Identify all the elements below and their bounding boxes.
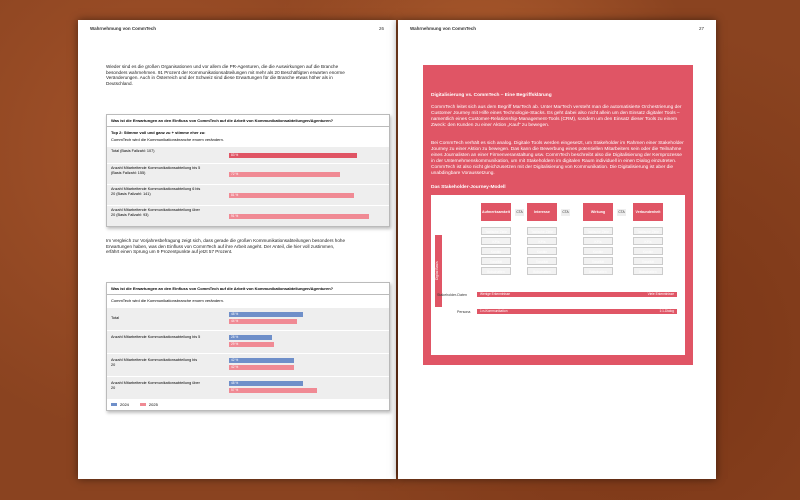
cell-tactical-goals: Taktische Ziele (481, 227, 511, 235)
cell-tactical-goals: Taktische Ziele (633, 227, 663, 235)
cell-kpis: KPIs (633, 237, 663, 245)
cell-kpis: KPIs (527, 237, 557, 245)
cell-tonality: Tonalität (583, 257, 613, 265)
legend-label-2024: 2024 (120, 402, 129, 407)
page-header: Wahrnehmung von CommTech (90, 26, 157, 31)
intro-text: Wieder sind es die großen Organisationen und vor allem die PR-Agenturen, die die Auswirkungen auf die Branche besonders wahrnehmen. 91 Prozent der Kommunikationsabteilungen mit mehr als 20 Beschäftigten erwarten enorme Veränderungen. Auch in Österreich und der Schweiz sind diese Erwartungen für die Branche etwas höher als in Deutschland. (106, 64, 345, 86)
cell-tactical-goals: Taktische Ziele (583, 227, 613, 235)
chart-1-row-label: Total (Basis Fallzahl: 107) (111, 149, 155, 153)
source-value: Erfolgsfaktor CommTech: Die digitale Transformation der Unternehmenskommunikation (455, 386, 617, 392)
chart-2-row (107, 330, 389, 353)
chart-2-legend (107, 399, 389, 410)
chart-2-subtitle: CommTech wird die Kommunikationsbranche enorm verändern. (111, 298, 224, 303)
sources-title: Zur Vertiefung: (431, 370, 461, 375)
cell-messages: Botschaften (481, 267, 511, 275)
chart-1-row (107, 163, 389, 184)
source-key: Fachbuch: (431, 392, 451, 398)
chart-2-bar-2024: 28 % (229, 335, 272, 340)
chart-2-row-label: Total (111, 316, 120, 320)
cta-marker: CTA (618, 210, 625, 214)
arrow-1-left: Wenige Erkenntnisse (480, 292, 511, 296)
chart-1-bar: 72 % (229, 172, 340, 177)
cell-tonality: Tonalität (633, 257, 663, 265)
chart-1-row-label: Anzahl Mitarbeitende Kommunikationsabteilung bis 5 (Basis Fallzahl: 155) (111, 166, 201, 175)
sources-footer: Quellen in den weiterführenden Leseti ps (431, 403, 508, 409)
source-value: Stakeholder Journey AG CommTech (455, 397, 523, 403)
chart-2-bar-2025: 44 % (229, 319, 297, 324)
chart-1-row-label: Anzahl Mitarbeitende Kommunikationsabteilung 6 bis 20 (Basis Fallzahl: 141) (111, 187, 201, 196)
legend-swatch-2025 (140, 403, 146, 406)
chart-2-bar-2024: 42 % (229, 358, 294, 363)
stage-loyalty: Verbundenheit (633, 203, 663, 221)
source-value: Mastering CommTech (455, 392, 496, 398)
chart-1 (106, 114, 390, 227)
source-value: The CCO as Pacesetter, Arthur Page Society (455, 381, 539, 387)
cell-tonality: Tonalität (527, 257, 557, 265)
cell-messages: Botschaften (633, 267, 663, 275)
chart-1-bar: 91 % (229, 214, 369, 219)
chart-1-row (107, 205, 389, 226)
chart-1-bar: 83 % (229, 153, 357, 158)
info-box-title: Digitalisierung vs. CommTech – Eine Begriffsklärung (431, 93, 552, 98)
sources (431, 370, 685, 409)
persona-label: Persona (457, 310, 471, 314)
chart-2-row-label: Anzahl Mitarbeitende Kommunikationsabteilung über 20 (111, 381, 200, 390)
cta-marker: CTA (516, 210, 523, 214)
page-header: Wahrnehmung von CommTech (410, 26, 477, 31)
cell-tonality: Tonalität (481, 257, 511, 265)
persona-arrow (477, 309, 677, 314)
chart-1-bar: 81 % (229, 193, 354, 198)
mid-text: Im Vergleich zur Vorjahresbefragung zeigt sich, dass gerade die großen Kommunikationsabteilungen besonders hohe Erwartungen haben, was den Einfluss von CommTech auf ihre Arbeit angeht. Der Anteil, die hier voll zustimmen, erfährt einen Sprung um 9 Prozentpunkte auf jetzt 57 Prozent. (106, 238, 346, 255)
cell-channels: Kanäle (481, 247, 511, 255)
cta-marker: CTA (562, 210, 569, 214)
left-page (78, 20, 396, 479)
arrow-2-right: 1:1-Dialog (659, 309, 674, 313)
chart-2-bar-2024: 48 % (229, 381, 303, 386)
page-number: 27 (698, 26, 704, 31)
chart-1-row-label: Anzahl Mitarbeitende Kommunikationsabteilung über 20 (Basis Fallzahl: 93) (111, 208, 200, 217)
cell-tactical-goals: Taktische Ziele (527, 227, 557, 235)
chart-2-row-label: Anzahl Mitarbeitende Kommunikationsabteilung bis 20 (111, 358, 198, 367)
chart-2 (106, 282, 390, 411)
chart-2-bar-2025: 57 % (229, 388, 317, 393)
chart-2-bar-2025: 42 % (229, 365, 294, 370)
cell-kpis: KPIs (583, 237, 613, 245)
cell-channels: Kanäle (527, 247, 557, 255)
arrow-2-left: 1:n-Kommunikation (480, 309, 508, 313)
legend-label-2025: 2025 (148, 402, 158, 407)
cell-channels: Kanäle (583, 247, 613, 255)
source-key: Studie: (431, 381, 445, 387)
page-number: 26 (378, 26, 384, 31)
chart-2-row-label: Anzahl Mitarbeitende Kommunikationsabteilung bis 5 (111, 335, 201, 339)
chart-2-bar-2024: 48 % (229, 312, 303, 317)
cell-channels: Kanäle (633, 247, 663, 255)
chart-2-bar-2025: 29 % (229, 342, 274, 347)
vertical-label: Digital Basis (435, 235, 442, 307)
stakeholder-data-label: Stakeholder-Daten (437, 293, 467, 297)
info-box-para-2: Bei CommTech verhält es sich analog. Digitale Tools werden eingesetzt, um Stakeholder im Rahmen einer Stakeholder Journey zu einer Aktion zu bewegen. Das kann die Bewerbung eines potentiellen Mitarbeiters sein oder die Teilnahme eines Journalisten an einer Firmenveranstaltung usw. CommTech beschreibt also die Digitalisierung der Kernprozesse in der Unternehmenskommunikation, um mit Stakeholdern im digitalen Raum individuell in einen Dialog einzutreten. CommTech ist also nicht gleichzusetzen mit der Digitalisierung von Kommunikation. Die Digitalisierung ist aber die unabdingbare Voraussetzung. (431, 141, 684, 176)
stage-awareness: Aufmerksamkeit (481, 203, 511, 221)
legend-swatch-2024 (111, 403, 117, 406)
chart-1-subtitle: Top 2: Stimme voll und ganz zu + stimme eher zu: (111, 130, 206, 135)
chart-1-subtitle-2: CommTech wird die Kommunikationsbranche enorm verändern. (111, 137, 224, 142)
cell-messages: Botschaften (583, 267, 613, 275)
right-page (398, 20, 716, 479)
chart-2-row (107, 353, 389, 376)
chart-1-row (107, 184, 389, 205)
source-key: Fachbuch: (431, 386, 451, 392)
info-box-para-1: CommTech leitet sich aus dem Begriff MarTech ab. Unter MarTech versteht man die automatisierte Orchestrierung der Customer Journey mit Hilfe eines Technologie-Stacks. Es geht dabei also nicht allein um den Einsatz digitaler Tools – namentlich eines Customer-Relationship-Management-Tools (CRM), sondern um den Einsatz dieser Tools zu einem Zweck: den Kunden zu einer Aktion „Kauf“ zu bewegen. (431, 105, 682, 128)
source-key: Tutorial: (431, 375, 446, 381)
arrow-1-right: Viele Erkenntnisse (647, 292, 674, 296)
info-box (423, 65, 693, 409)
chart-2-row (107, 307, 389, 330)
stage-effect: Wirkung (583, 203, 613, 221)
stakeholder-journey-diagram (431, 195, 685, 355)
chart-2-row (107, 376, 389, 399)
diagram-title: Das Stakeholder-Journey-Modell (431, 185, 506, 190)
source-key: Whitepaper: (431, 397, 454, 403)
chart-1-question: Was ist die Erwartungen an den Einfluss von CommTech auf die Arbeit von Kommunikationsabteilungen/Agenturen? (107, 115, 389, 127)
chart-1-row (107, 146, 389, 163)
stage-interest: Interesse (527, 203, 557, 221)
source-value: CommTech Guide, Arthur Page Society (455, 375, 528, 381)
cell-kpis: KPIs (481, 237, 511, 245)
stakeholder-data-arrow (477, 292, 677, 297)
cell-messages: Botschaften (527, 267, 557, 275)
chart-2-question: Was ist die Erwartungen an den Einfluss von CommTech auf die Arbeit von Kommunikationsabteilungen/Agenturen? (107, 283, 389, 295)
